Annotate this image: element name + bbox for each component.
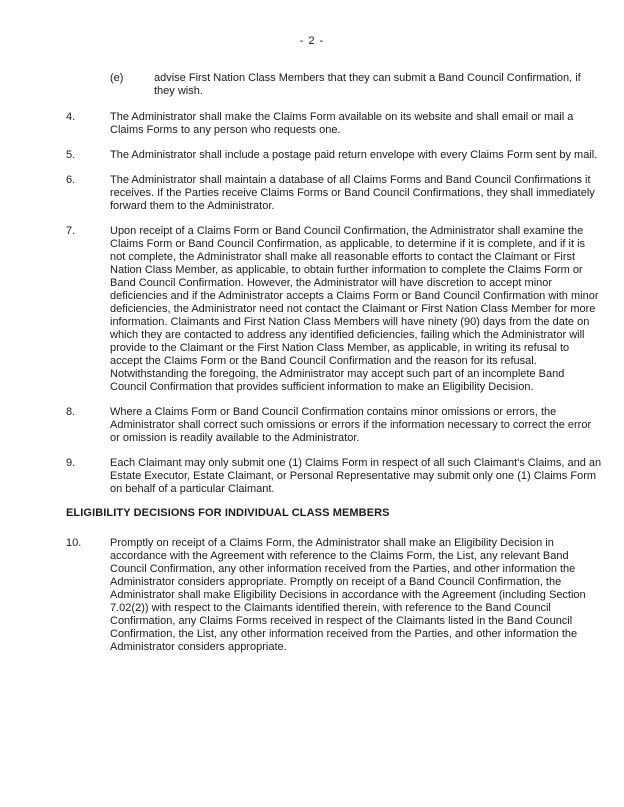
section-heading: ELIGIBILITY DECISIONS FOR INDIVIDUAL CLASS MEMBERS [66,507,390,519]
clause-6-text: The Administrator shall maintain a database of all Claims Forms and Band Council Confirmations it receives. If the Parties receive Claims Forms or Band Council Confirmations, they shall immediately forward them to the Administrator. [110,174,595,212]
clause-7-number: 7. [66,225,76,237]
clause-4 [66,111,603,137]
clause-4-text: The Administrator shall make the Claims Form available on its website and shall email or mail a Claims Forms to any person who requests one. [110,111,574,136]
clause-10-number: 10. [66,537,82,549]
clause-4-number: 4. [66,111,76,123]
clause-10-text: Promptly on receipt of a Claims Form, the Administrator shall make an Eligibility Decision in accordance with the Agreement with reference to the Claims Form, the List, any relevant Band Council Confirmation, any other information received from the Parties, and other information the Administrator considers appropriate. Promptly on receipt of a Band Council Confirmation, the Administrator shall make Eligibility Decisions in accordance with the Agreement (including Section 7.02(2)) with respect to the Claimants identified therein, with reference to the Band Council Confirmation, any Claims Forms received in respect of the Claimants listed in the Band Council Confirmation, the List, any other information received from the Parties, and other information the Administrator considers appropriate. [110,537,586,653]
clause-e-text: advise First Nation Class Members that they can submit a Band Council Confirmation, if they wish. [154,72,581,97]
clause-5-number: 5. [66,149,76,161]
clause-8-number: 8. [66,406,76,418]
clause-6 [66,174,603,213]
clause-8-text: Where a Claims Form or Band Council Confirmation contains minor omissions or errors, the Administrator shall correct such omissions or errors if the information necessary to correct the error or omission is readily available to the Administrator. [110,406,592,444]
clause-7 [66,225,603,394]
clause-9 [66,457,603,496]
clause-9-number: 9. [66,457,76,469]
clause-8 [66,406,603,445]
clause-9-text: Each Claimant may only submit one (1) Claims Form in respect of all such Claimant's Claims, and an Estate Executor, Estate Claimant, or Personal Representative may submit only one (1) Claims Form on behalf of a particular Claimant. [110,457,602,495]
clause-6-number: 6. [66,174,76,186]
clause-e [110,72,603,98]
clause-5 [66,149,603,162]
clause-10 [66,537,603,654]
page-number: - 2 - [299,35,325,47]
clause-e-label: (e) [110,72,124,84]
document-content [0,72,624,654]
clause-5-text: The Administrator shall include a postage paid return envelope with every Claims Form sent by mail. [110,149,598,161]
clause-7-text: Upon receipt of a Claims Form or Band Council Confirmation, the Administrator shall examine the Claims Form or Band Council Confirmation, as applicable, to determine if it is complete, and if it is not complete, the Administrator shall make all reasonable efforts to contact the Claimant or First Nation Class Member, as applicable, to obtain further information to complete the Claims Form or Band Council Confirmation. However, the Administrator will have discretion to accept minor deficiencies and if the Administrator accepts a Claims Form or Band Council Confirmation with minor deficiencies, the Administrator need not contact the Claimant or First Nation Class Member for more information. Claimants and First Nation Class Members will have ninety (90) days from the date on which they are contacted to address any identified deficiencies, failing which the Administrator will provide to the Claimant or the First Nation Class Member, as applicable, in writing its refusal to accept the Claims Form or the Band Council Confirmation and the reason for its refusal. Notwithstanding the foregoing, the Administrator may accept such part of an incomplete Band Council Confirmation that provides sufficient information to make an Eligibility Decision. [110,225,599,393]
